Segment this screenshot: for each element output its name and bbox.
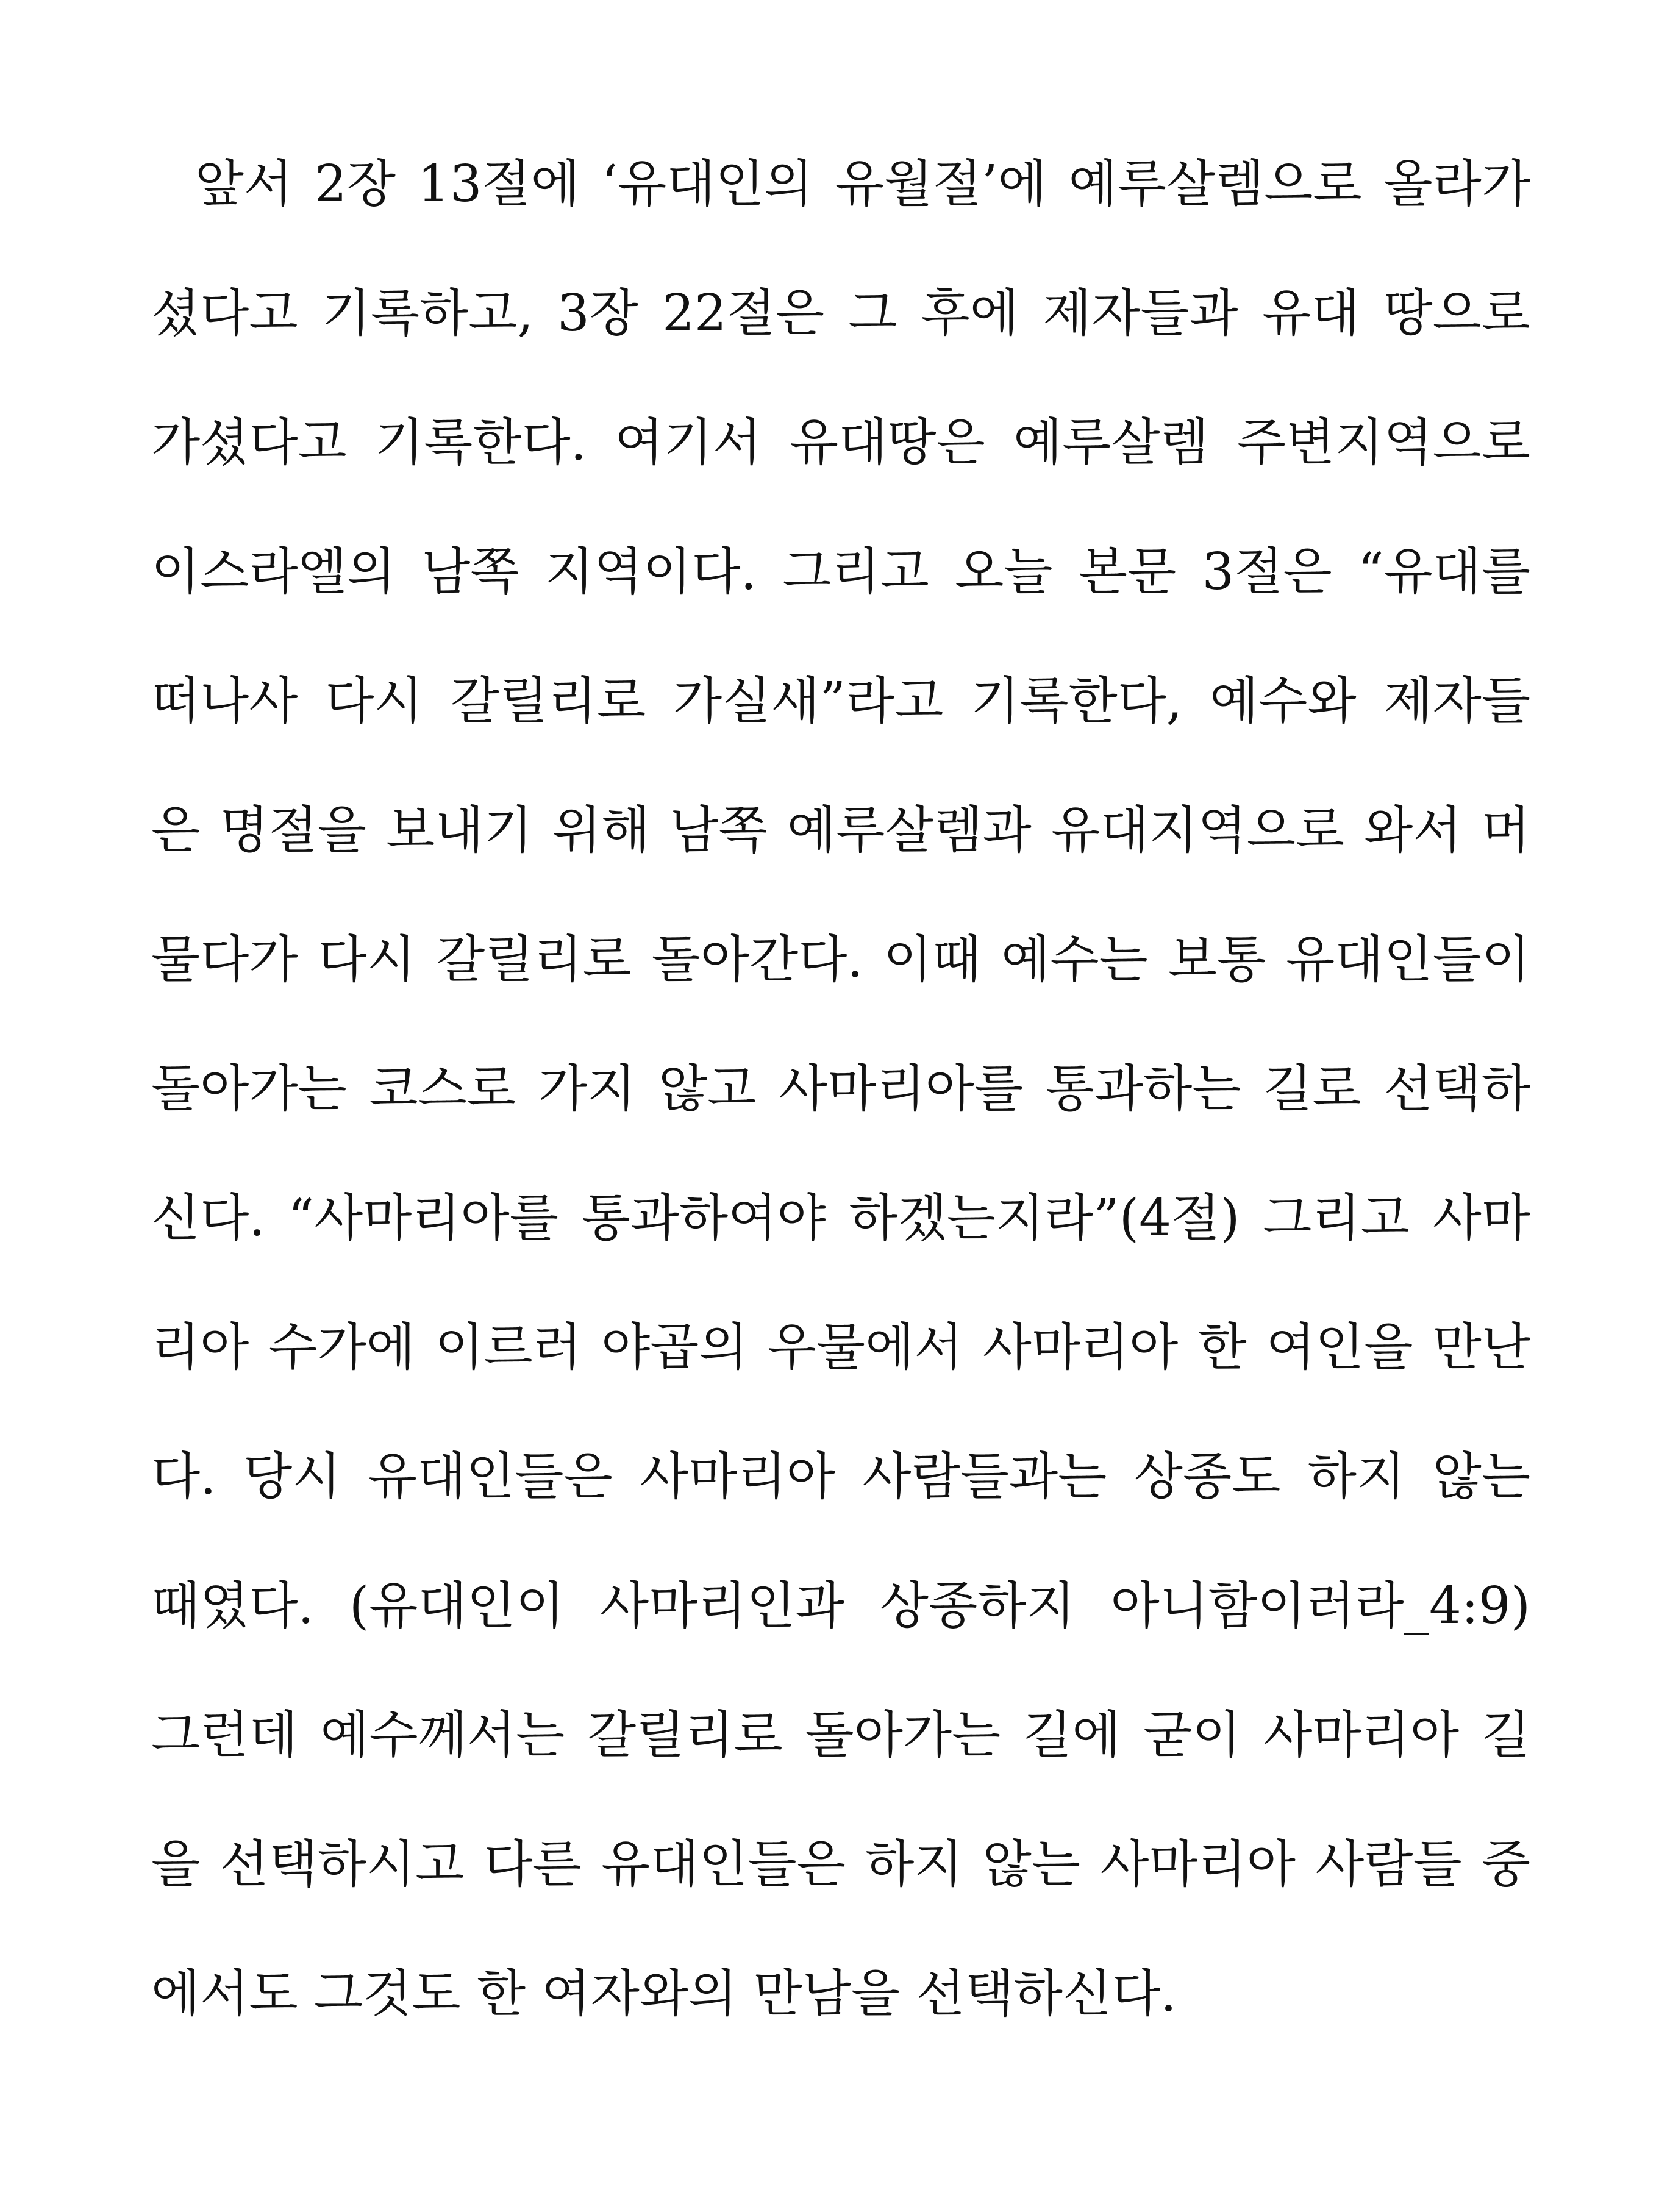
text-line: 에서도 그것도 한 여자와의 만남을 선택하신다. bbox=[151, 1964, 1177, 2023]
text-line: 다. 당시 유대인들은 사마리아 사람들과는 상종도 하지 않는 bbox=[151, 1447, 1530, 1506]
text-line: 을 선택하시고 다른 유대인들은 하지 않는 사마리아 사람들 중 bbox=[151, 1835, 1530, 1894]
text-line: 그런데 예수께서는 갈릴리로 돌아가는 길에 굳이 사마리아 길 bbox=[151, 1705, 1530, 1764]
text-line: 돌아가는 코스로 가지 않고 사마리아를 통과하는 길로 선택하 bbox=[151, 1059, 1530, 1118]
text-line: 때였다. (유대인이 사마리인과 상종하지 아니함이러라_4:9) bbox=[151, 1576, 1530, 1635]
text-line: 신다. “사마리아를 통과하여야 하겠는지라”(4절) 그리고 사마 bbox=[151, 1188, 1530, 1247]
text-line: 셨다고 기록하고, 3장 22절은 그 후에 제자들과 유대 땅으로 bbox=[151, 284, 1530, 343]
text-line: 은 명절을 보내기 위해 남쪽 예루살렘과 유대지역으로 와서 머 bbox=[151, 801, 1530, 860]
text-line: 가셨다고 기록한다. 여기서 유대땅은 예루살렘 주변지역으로 bbox=[151, 413, 1530, 472]
text-line: 리아 수가에 이르러 야곱의 우물에서 사마리아 한 여인을 만난 bbox=[151, 1318, 1530, 1377]
text-line: 이스라엘의 남쪽 지역이다. 그리고 오늘 본문 3절은 “유대를 bbox=[151, 542, 1530, 601]
text-line: 앞서 2장 13절에 ‘유대인의 유월절’에 예루살렘으로 올라가 bbox=[151, 154, 1530, 213]
text-line: 물다가 다시 갈릴리로 돌아간다. 이때 예수는 보통 유대인들이 bbox=[151, 930, 1530, 989]
text-line: 떠나사 다시 갈릴리로 가실새”라고 기록한다, 예수와 제자들 bbox=[151, 671, 1530, 730]
body-text bbox=[151, 120, 1530, 2058]
